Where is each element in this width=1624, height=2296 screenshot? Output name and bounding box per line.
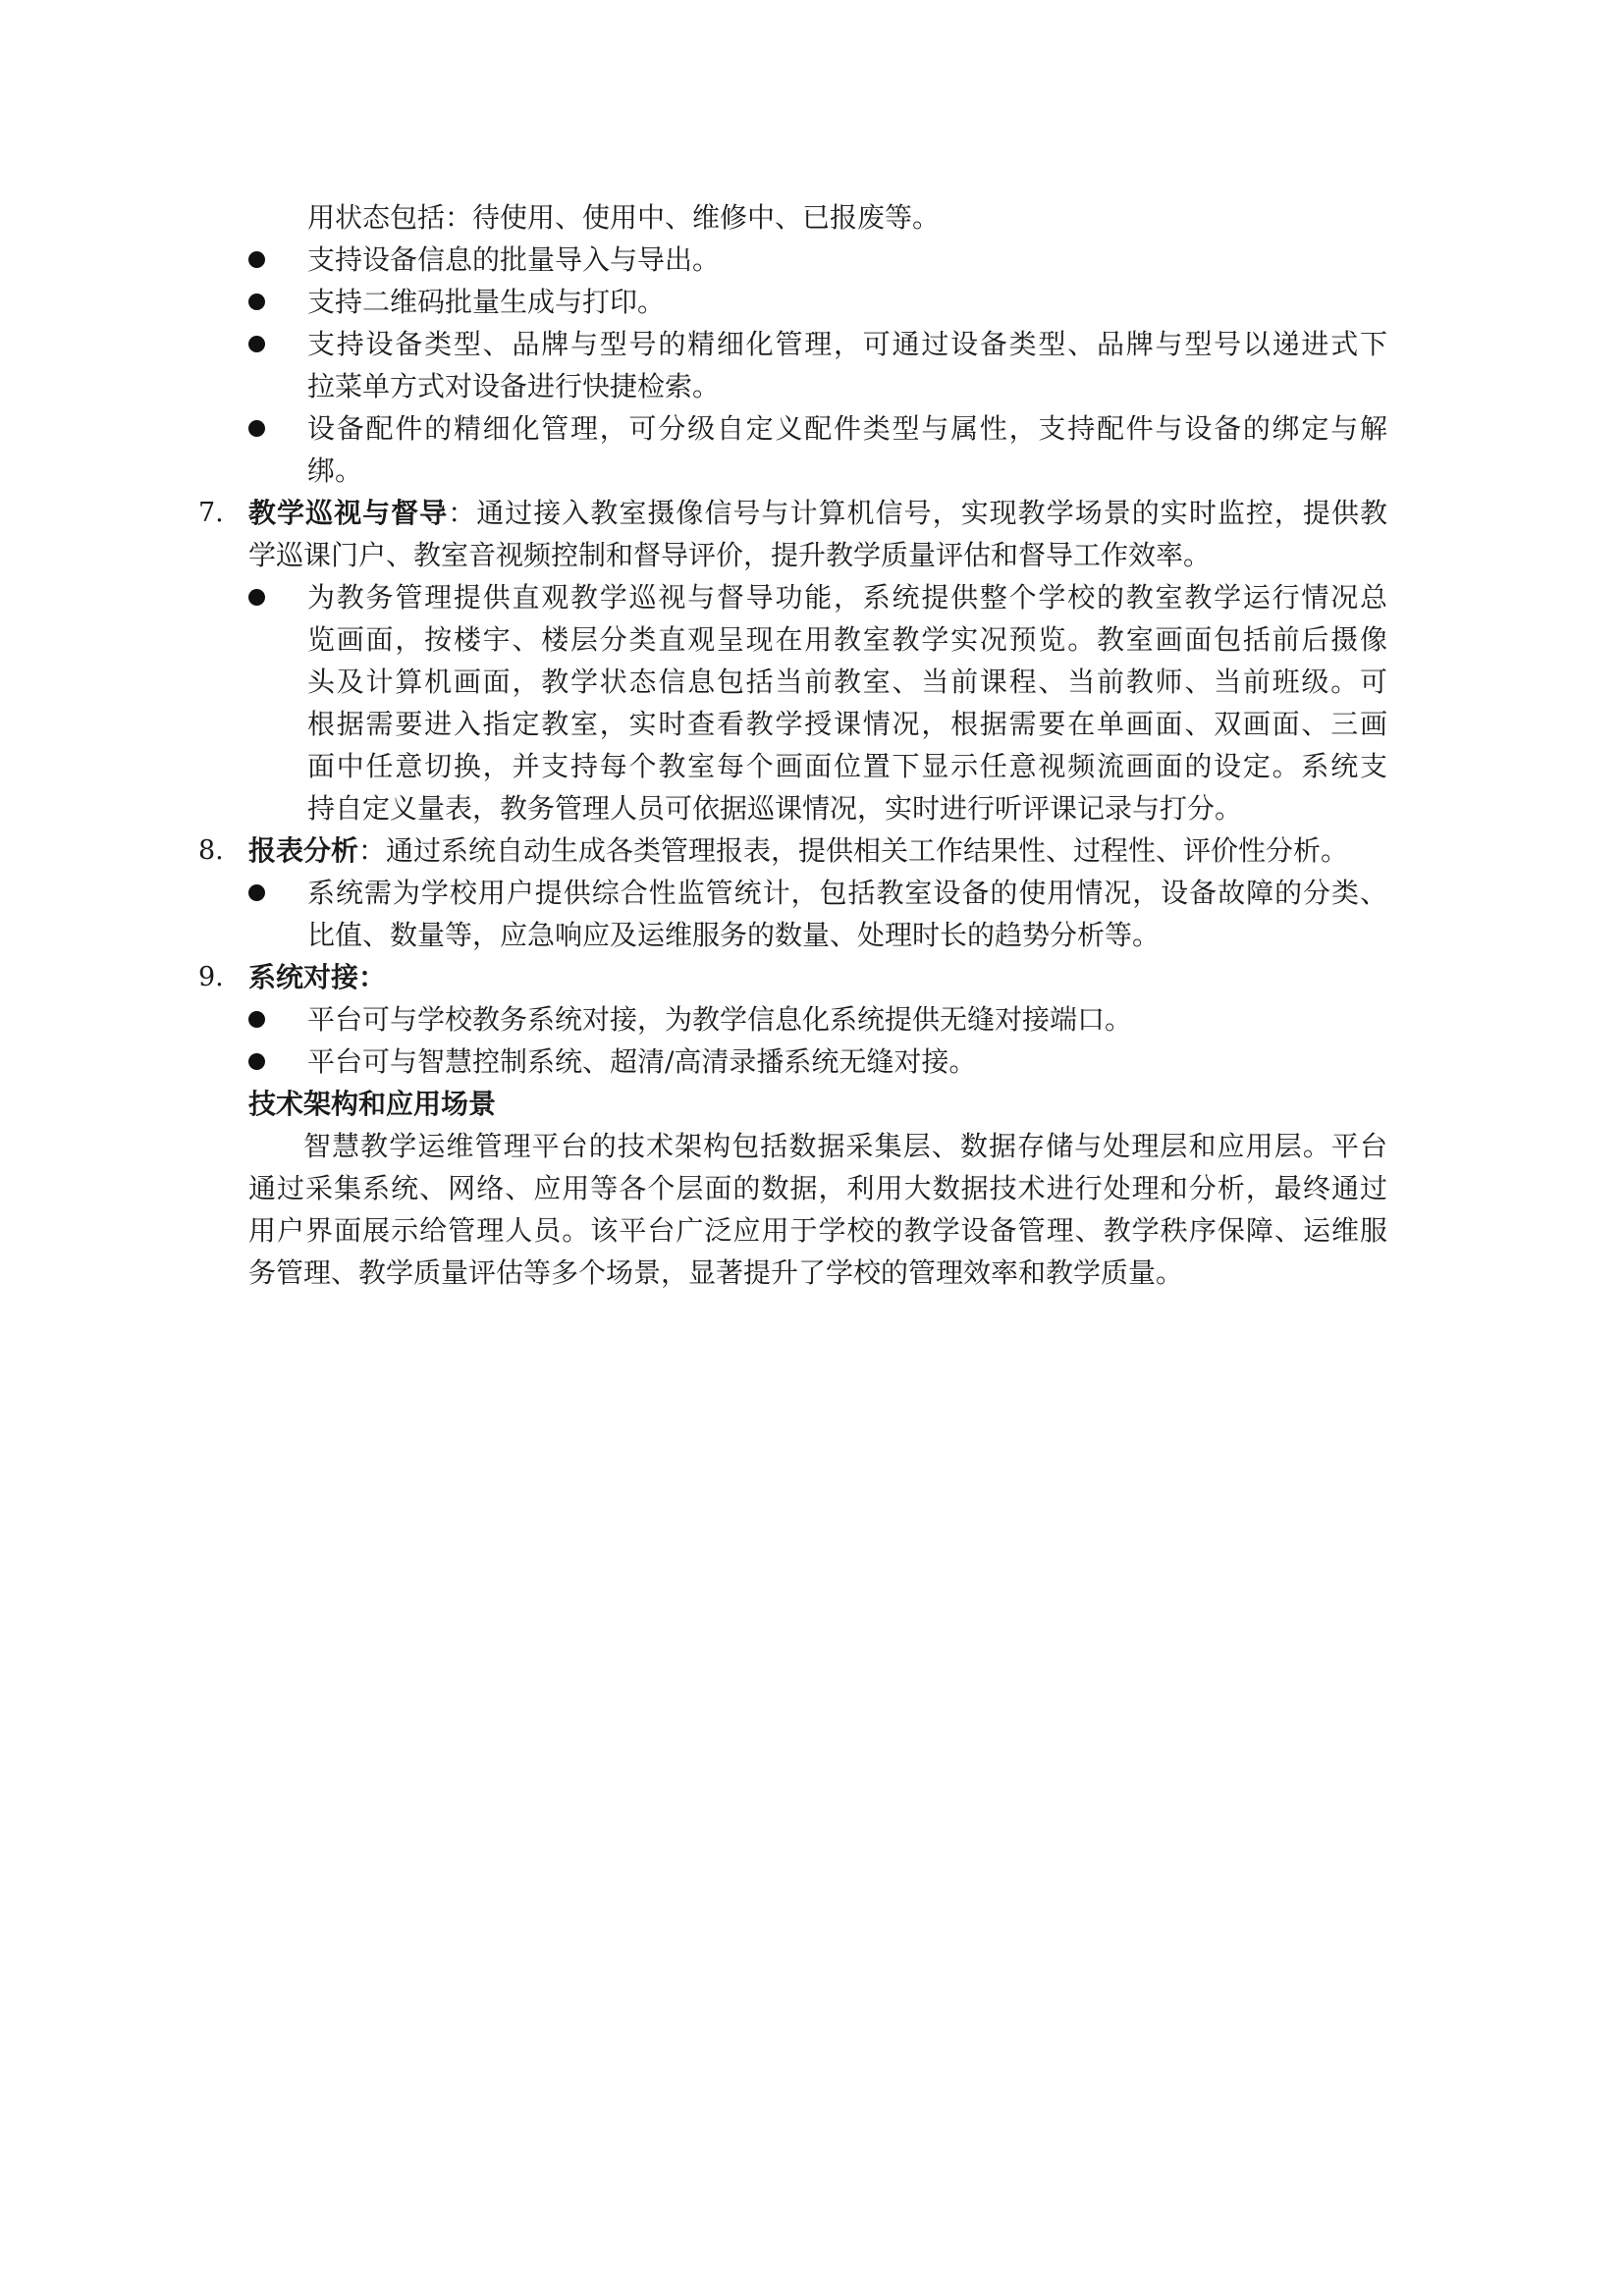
bullet-text: 平台可与学校教务系统对接，为教学信息化系统提供无缝对接端口。 — [307, 1003, 1133, 1036]
bullet-icon — [248, 589, 265, 606]
list-item — [0, 239, 1624, 281]
list-item — [0, 281, 1624, 323]
item-text-rest: ：通过系统自动生成各类管理报表，提供相关工作结果性、过程性、评价性分析。 — [358, 834, 1349, 867]
continuation-text: 用状态包括：待使用、使用中、维修中、已报废等。 — [307, 201, 941, 234]
list-item — [0, 407, 1624, 450]
item-text — [248, 492, 1387, 534]
paragraph-line — [0, 1167, 1624, 1209]
bullet-icon — [248, 294, 265, 310]
continuation-line — [0, 196, 1624, 239]
list-item-continuation — [0, 745, 1624, 787]
item-title: 报表分析 — [248, 834, 359, 867]
item-number: 7. — [198, 498, 224, 528]
bullet-icon — [248, 1011, 265, 1028]
bullet-text: 拉菜单方式对设备进行快捷检索。 — [307, 370, 721, 402]
bullet-text: 绑。 — [307, 454, 363, 487]
document-body — [0, 196, 1624, 1294]
paragraph-text: 用户界面展示给管理人员。该平台广泛应用于学校的教学设备管理、教学秩序保障、运维服 — [248, 1214, 1387, 1247]
bullet-text: 览画面，按楼宇、楼层分类直观呈现在用教室教学实况预览。教室画面包括前后摄像 — [307, 623, 1387, 656]
item-number: 9. — [198, 962, 224, 992]
list-item-continuation — [0, 365, 1624, 407]
bullet-icon — [248, 1053, 265, 1070]
bullet-text: 比值、数量等，应急响应及运维服务的数量、处理时长的趋势分析等。 — [307, 919, 1161, 951]
paragraph-text: 通过采集系统、网络、应用等各个层面的数据，利用大数据技术进行处理和分析，最终通过 — [248, 1172, 1387, 1204]
list-item-continuation — [0, 703, 1624, 745]
item-number: 8. — [198, 835, 224, 866]
item-text-rest: ：通过接入教室摄像信号与计算机信号，实现教学场景的实时监控，提供教 — [448, 497, 1387, 529]
item-title: 教学巡视与督导 — [248, 497, 449, 529]
numbered-item-8 — [0, 829, 1624, 872]
bullet-text: 支持设备信息的批量导入与导出。 — [307, 243, 721, 276]
list-item — [0, 323, 1624, 365]
paragraph-text: 智慧教学运维管理平台的技术架构包括数据采集层、数据存储与处理层和应用层。平台 — [303, 1130, 1387, 1162]
bullet-text: 支持二维码批量生成与打印。 — [307, 286, 666, 318]
list-item — [0, 576, 1624, 618]
bullet-icon — [248, 884, 265, 901]
numbered-item-9 — [0, 956, 1624, 998]
bullet-text: 根据需要进入指定教室，实时查看教学授课情况，根据需要在单画面、双画面、三画 — [307, 708, 1387, 740]
paragraph-text: 务管理、教学质量评估等多个场景，显著提升了学校的管理效率和教学质量。 — [248, 1256, 1184, 1289]
numbered-item-continuation — [0, 534, 1624, 576]
item-text: 学巡课门户、教室音视频控制和督导评价，提升教学质量评估和督导工作效率。 — [248, 539, 1212, 571]
list-item — [0, 1041, 1624, 1083]
bullet-text: 支持设备类型、品牌与型号的精细化管理，可通过设备类型、品牌与型号以递进式下 — [307, 328, 1387, 360]
list-item-continuation — [0, 450, 1624, 492]
list-item — [0, 998, 1624, 1041]
bullet-text: 平台可与智慧控制系统、超清/高清录播系统无缝对接。 — [307, 1045, 977, 1078]
list-item-continuation — [0, 618, 1624, 661]
list-item-continuation — [0, 787, 1624, 829]
paragraph-line — [0, 1252, 1624, 1294]
bullet-text: 持自定义量表，教务管理人员可依据巡课情况，实时进行听评课记录与打分。 — [307, 792, 1243, 825]
list-item-continuation — [0, 661, 1624, 703]
item-text — [248, 829, 1348, 872]
list-item — [0, 872, 1624, 914]
bullet-text: 为教务管理提供直观教学巡视与督导功能，系统提供整个学校的教室教学运行情况总 — [307, 581, 1387, 614]
section-title: 技术架构和应用场景 — [248, 1088, 497, 1120]
bullet-text: 系统需为学校用户提供综合性监管统计，包括教室设备的使用情况，设备故障的分类、 — [307, 877, 1387, 909]
bullet-text: 设备配件的精细化管理，可分级自定义配件类型与属性，支持配件与设备的绑定与解 — [307, 412, 1387, 445]
numbered-item-7 — [0, 492, 1624, 534]
bullet-text: 头及计算机画面，教学状态信息包括当前教室、当前课程、当前教师、当前班级。可 — [307, 666, 1387, 698]
bullet-text: 面中任意切换，并支持每个教室每个画面位置下显示任意视频流画面的设定。系统支 — [307, 750, 1387, 782]
paragraph-line — [0, 1209, 1624, 1252]
item-title: 系统对接： — [248, 961, 387, 993]
bullet-icon — [248, 336, 265, 352]
bullet-icon — [248, 420, 265, 437]
list-item-continuation — [0, 914, 1624, 956]
section-heading — [0, 1083, 1624, 1125]
paragraph-line — [0, 1125, 1624, 1167]
bullet-icon — [248, 251, 265, 268]
